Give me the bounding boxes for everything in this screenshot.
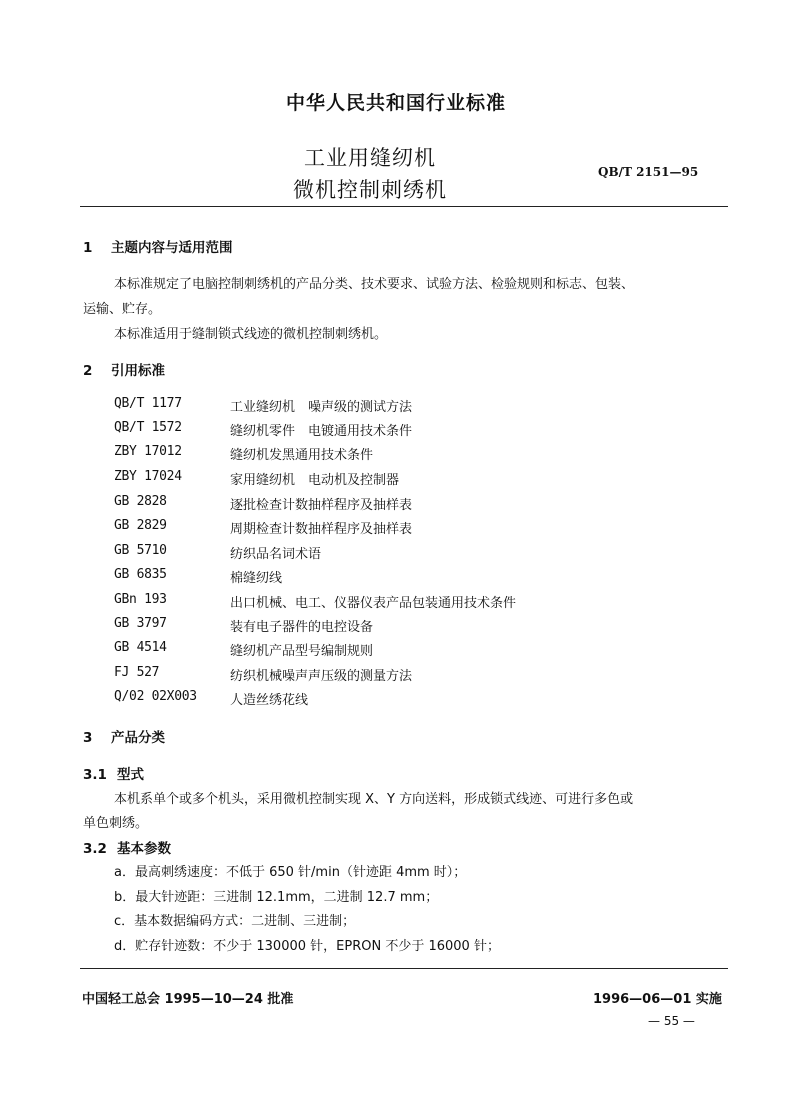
ref-title: 棉缝纫线 [230,571,283,586]
section1-heading [83,236,233,256]
ref-code: QB/T 1177 [114,396,182,411]
section2-title: 引用标准 [111,363,165,379]
list-item: d．贮存针迹数：不少于 130000 针，EPRON 不少于 16000 针； [114,939,500,954]
implementation-date: 1996—06—01 实施 [593,992,722,1007]
ref-code: FJ 527 [114,665,160,680]
list-item: c．基本数据编码方式：二进制、三进制； [114,914,356,929]
standard-title-line2: 微机控制刺绣机 [293,178,447,202]
ref-title: 缝纫机零件 电镀通用技术条件 [230,424,413,439]
ref-code: QB/T 1572 [114,420,182,435]
ref-title: 出口机械、电工、仪器仪表产品包装通用技术条件 [230,596,517,611]
ref-code: GB 2828 [114,494,167,509]
section1-para1-line2: 运输、贮存。 [83,302,162,317]
subsection-3-1-heading [83,763,144,783]
ref-title: 纺织机械噪声声压级的测量方法 [230,669,413,684]
ref-code: GBn 193 [114,592,167,607]
approval-date: 中国轻工总会 1995—10—24 批准 [82,992,294,1007]
ref-code: ZBY 17024 [114,469,182,484]
ref-code: GB 3797 [114,616,167,631]
ref-title: 周期检查计数抽样程序及抽样表 [230,522,413,537]
ref-code: Q/02 02X003 [114,689,197,704]
subsection-3-1-title: 型式 [117,767,144,783]
ref-title: 缝纫机产品型号编制规则 [230,644,374,659]
ref-title: 家用缝纫机 电动机及控制器 [230,473,400,488]
ref-title: 纺织品名词术语 [230,547,322,562]
subsection-3-2-number: 3.2 [83,841,107,857]
header-rule [80,206,728,207]
section3-number: 3 [83,730,93,746]
page-number: — 55 — [648,1014,695,1028]
ref-code: ZBY 17012 [114,444,182,459]
standard-title-line1: 工业用缝纫机 [304,146,436,170]
ref-title: 逐批检查计数抽样程序及抽样表 [230,498,413,513]
ref-title: 缝纫机发黑通用技术条件 [230,448,374,463]
section3-heading [83,726,165,746]
subsection-3-1-para-line2: 单色刺绣。 [83,816,149,831]
ref-code: GB 2829 [114,518,167,533]
subsection-3-2-heading [83,837,171,857]
ref-title: 装有电子器件的电控设备 [230,620,374,635]
section2-number: 2 [83,363,93,379]
subsection-3-1-para-line1: 本机系单个或多个机头，采用微机控制实现 X、Y 方向送料，形成锁式线迹、可进行多色或 [114,792,634,807]
subsection-3-1-number: 3.1 [83,767,107,783]
ref-code: GB 6835 [114,567,167,582]
list-item: b．最大针迹距：三进制 12.1mm，二进制 12.7 mm； [114,890,439,905]
section1-para1-line1: 本标准规定了电脑控制刺绣机的产品分类、技术要求、试验方法、检验规则和标志、包装、 [114,277,635,292]
footer-rule [80,968,728,969]
section2-heading [83,359,165,379]
subsection-3-2-title: 基本参数 [117,841,171,857]
ref-code: GB 4514 [114,640,167,655]
ref-title: 工业缝纫机 噪声级的测试方法 [230,400,413,415]
ref-code: GB 5710 [114,543,167,558]
standard-code: QB/T 2151—95 [598,165,699,179]
section3-title: 产品分类 [111,730,165,746]
list-item: a．最高刺绣速度：不低于 650 针/min（针迹距 4mm 时）； [114,865,467,880]
ref-title: 人造丝绣花线 [230,693,309,708]
org-title: 中华人民共和国行业标准 [285,92,506,114]
section1-title: 主题内容与适用范围 [111,240,233,256]
section1-para2: 本标准适用于缝制锁式线迹的微机控制刺绣机。 [114,327,388,342]
section1-number: 1 [83,240,93,256]
